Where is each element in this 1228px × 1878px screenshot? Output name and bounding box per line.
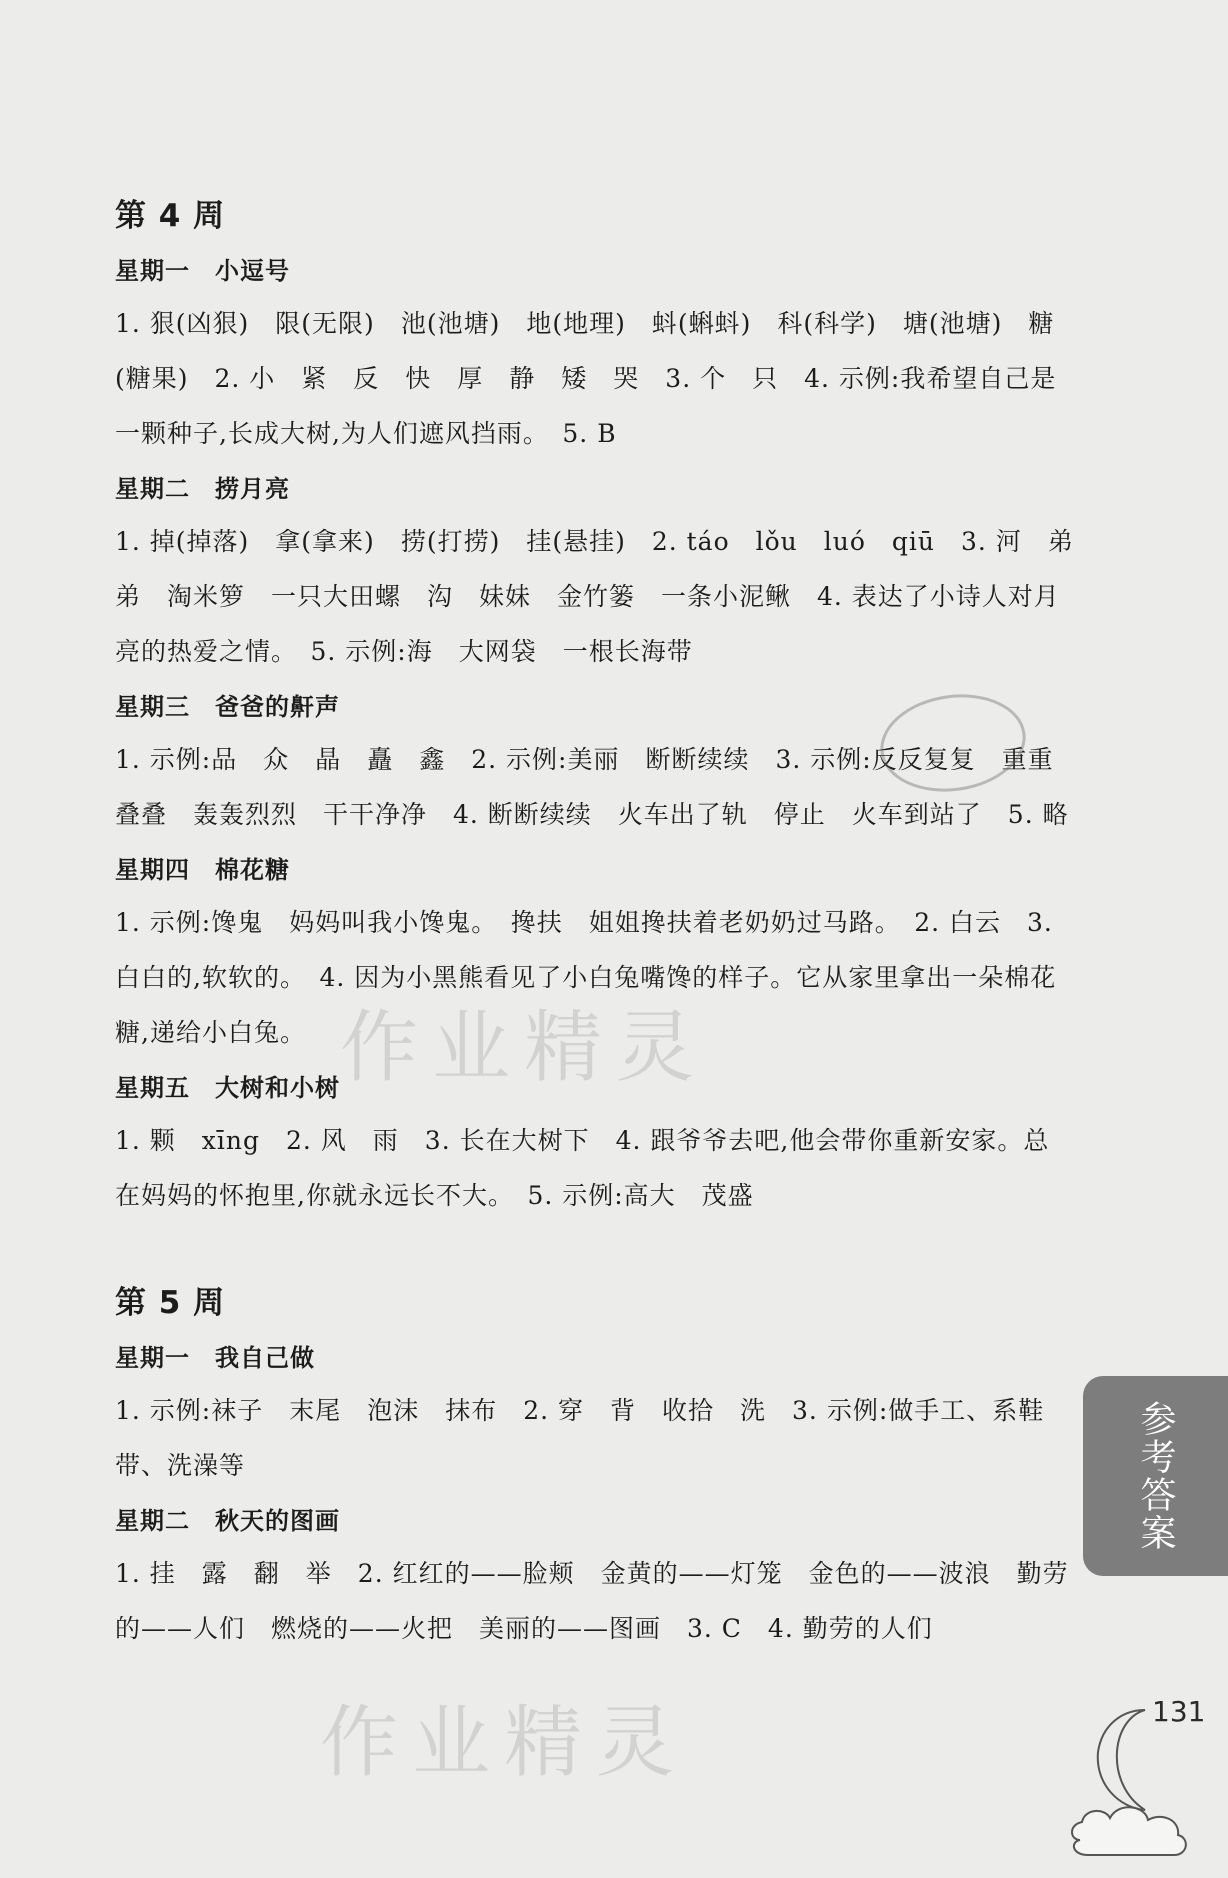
watermark-middle: 作业精灵 xyxy=(340,1003,709,1093)
week4-day4-title: 星期四 棉花糖 xyxy=(115,856,290,884)
week4-day2-answers: 1. 掉(掉落) 拿(拿来) 捞(打捞) 挂(悬挂) 2. táo lǒu luó qiū 3. 河 弟弟 淘米箩 一只大田螺 沟 妹妹 金竹篓 一条小泥鳅 4. 表达了小诗人对月亮的热爱之情。 5. 示例:海 大网袋 一根长海带 xyxy=(115,527,1074,666)
answer-key-tab: 参考答案 xyxy=(1083,1376,1228,1576)
week-5-title: 第 5 周 xyxy=(115,1285,226,1321)
week-5-section xyxy=(115,1277,1075,1656)
week4-day1-answers: 1. 狠(凶狠) 限(无限) 池(池塘) 地(地理) 蚪(蝌蚪) 科(科学) 塘(池塘) 糖(糖果) 2. 小 紧 反 快 厚 静 矮 哭 3. 个 只 4. 示例:我希望自己是一颗种子,长成大树,为人们遮风挡雨。 5. B xyxy=(115,309,1057,448)
watermark-bottom: 作业精灵 xyxy=(320,1698,689,1788)
week5-day2-answers: 1. 挂 露 翻 举 2. 红红的——脸颊 金黄的——灯笼 金色的——波浪 勤劳的——人们 燃烧的——火把 美丽的——图画 3. C 4. 勤劳的人们 xyxy=(115,1559,1069,1643)
week4-day5-answers: 1. 颗 xīng 2. 风 雨 3. 长在大树下 4. 跟爷爷去吧,他会带你重新安家。总在妈妈的怀抱里,你就永远长不大。 5. 示例:高大 茂盛 xyxy=(115,1126,1050,1210)
week4-day2-title: 星期二 捞月亮 xyxy=(115,475,290,503)
week4-day4-answers: 1. 示例:馋鬼 妈妈叫我小馋鬼。 搀扶 姐姐搀扶着老奶奶过马路。 2. 白云 3. 白白的,软软的。 4. 因为小黑熊看见了小白兔嘴馋的样子。它从家里拿出一朵棉花糖,递给小白兔。 xyxy=(115,908,1057,1047)
week5-day1-title: 星期一 我自己做 xyxy=(115,1344,315,1372)
week4-day3-title: 星期三 爸爸的鼾声 xyxy=(115,693,340,721)
week4-day5-title: 星期五 大树和小树 xyxy=(115,1074,340,1102)
week4-day3-answers: 1. 示例:品 众 晶 矗 鑫 2. 示例:美丽 断断续续 3. 示例:反反复复 重重叠叠 轰轰烈烈 干干净净 4. 断断续续 火车出了轨 停止 火车到站了 5. 略 xyxy=(115,745,1069,829)
answer-content xyxy=(115,190,1075,1710)
week4-day1-title: 星期一 小逗号 xyxy=(115,257,290,285)
week-4-title: 第 4 周 xyxy=(115,198,226,234)
week5-day2-title: 星期二 秋天的图画 xyxy=(115,1507,340,1535)
page-number: 131 xyxy=(1152,1695,1206,1728)
week5-day1-answers: 1. 示例:袜子 末尾 泡沫 抹布 2. 穿 背 收拾 洗 3. 示例:做手工、系鞋带、洗澡等 xyxy=(115,1396,1045,1480)
